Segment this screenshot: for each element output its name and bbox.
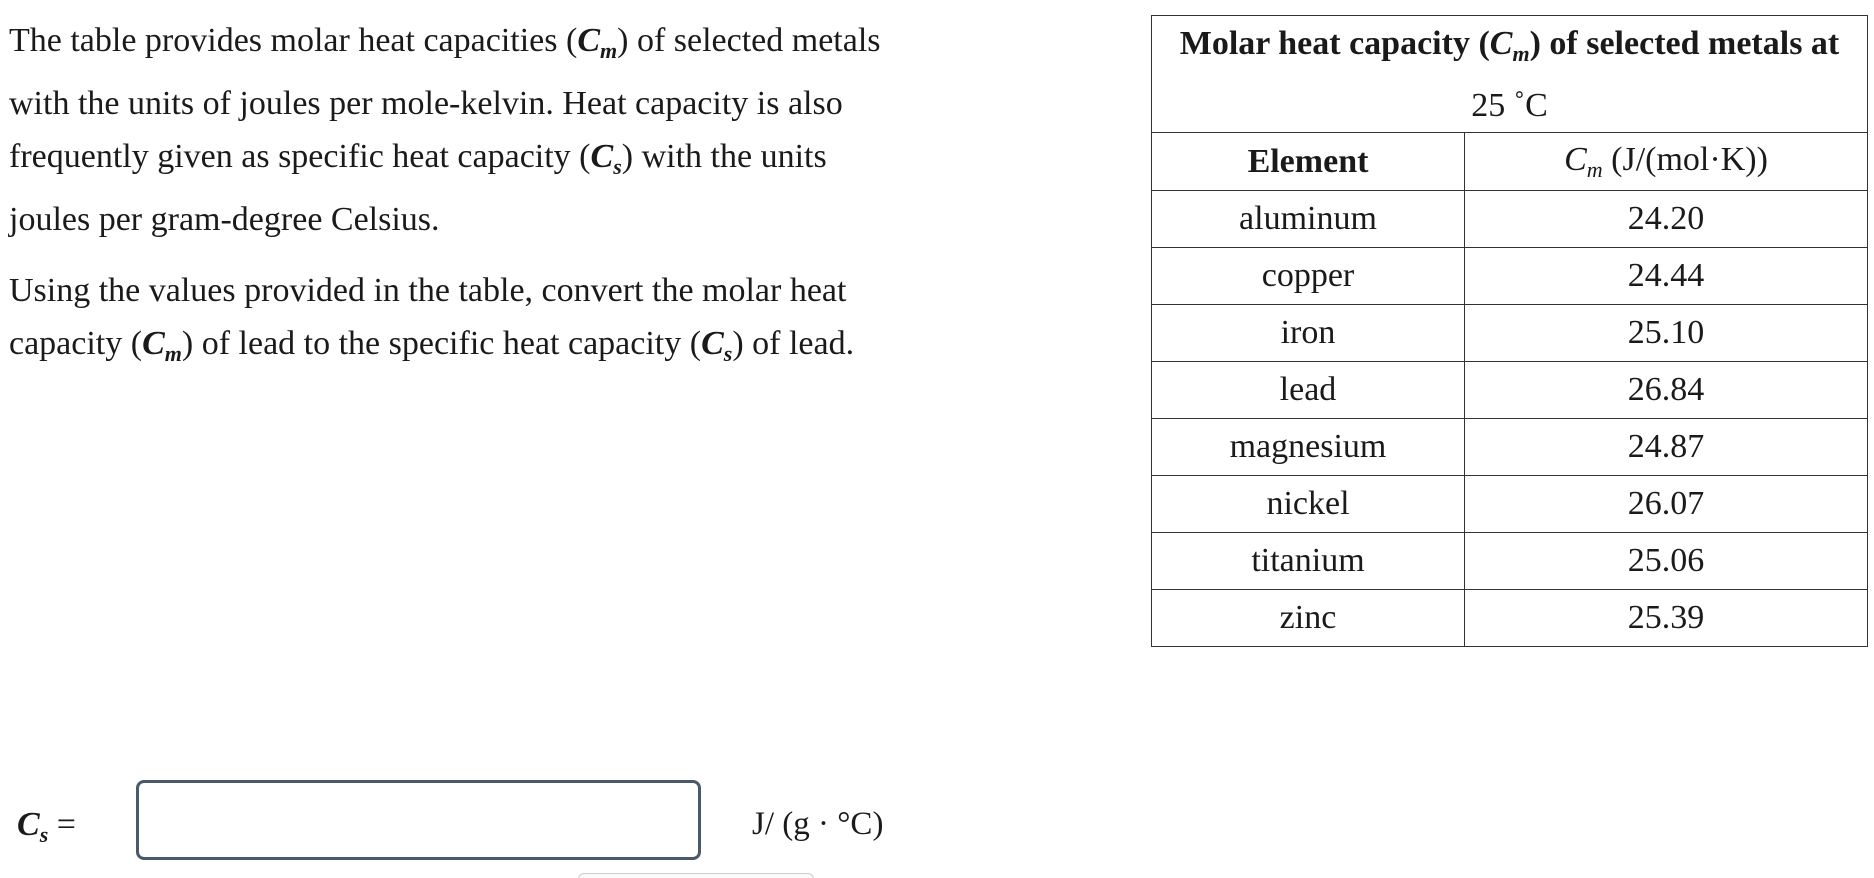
header-element: Element [1152, 133, 1465, 191]
table-row [1152, 590, 1868, 647]
answer-row [17, 780, 917, 864]
question-paragraph-2: Using the values provided in the table, convert the molar heat capacity $(C_m)$ of lead to the specific heat capacity $(C_s)$ of lead. [9, 272, 855, 366]
element-cell: zinc [1152, 590, 1465, 647]
element-cell: iron [1152, 305, 1465, 362]
cm-cell: 26.07 [1465, 476, 1868, 533]
table-row [1152, 362, 1868, 419]
table-row [1152, 533, 1868, 590]
cm-cell: 25.06 [1465, 533, 1868, 590]
element-cell: copper [1152, 248, 1465, 305]
cm-cell: 26.84 [1465, 362, 1868, 419]
answer-unit: J/ (g · °C) [752, 806, 884, 842]
table-row [1152, 305, 1868, 362]
question-text [9, 14, 909, 398]
heat-capacity-table [1151, 15, 1868, 647]
table-row [1152, 191, 1868, 248]
table-row [1152, 419, 1868, 476]
cm-cell: 24.44 [1465, 248, 1868, 305]
cm-cell: 24.20 [1465, 191, 1868, 248]
question-paragraph-1: The table provides molar heat capacities $(C_m)$ of selected metals with the units of joules per mole-kelvin. Heat capacity is also frequently given as specific heat capacity $(C_s)$ with the units joules per gram-degree Celsius. [9, 22, 881, 238]
element-cell: aluminum [1152, 191, 1465, 248]
element-cell: titanium [1152, 533, 1465, 590]
header-cm: $C_m$ (J/(mol·K)) [1465, 133, 1868, 191]
cm-cell: 25.39 [1465, 590, 1868, 647]
element-cell: lead [1152, 362, 1465, 419]
table-row [1152, 248, 1868, 305]
table-row [1152, 476, 1868, 533]
answer-label: $C_s$ = [17, 806, 76, 847]
cm-cell: 25.10 [1465, 305, 1868, 362]
specific-heat-input[interactable] [136, 780, 701, 860]
element-cell: nickel [1152, 476, 1465, 533]
toolbar-tab[interactable] [578, 873, 814, 878]
element-cell: magnesium [1152, 419, 1465, 476]
table-caption: Molar heat capacity $(C_m)$ of selected metals at 25 ˚C [1152, 16, 1868, 133]
cm-cell: 24.87 [1465, 419, 1868, 476]
